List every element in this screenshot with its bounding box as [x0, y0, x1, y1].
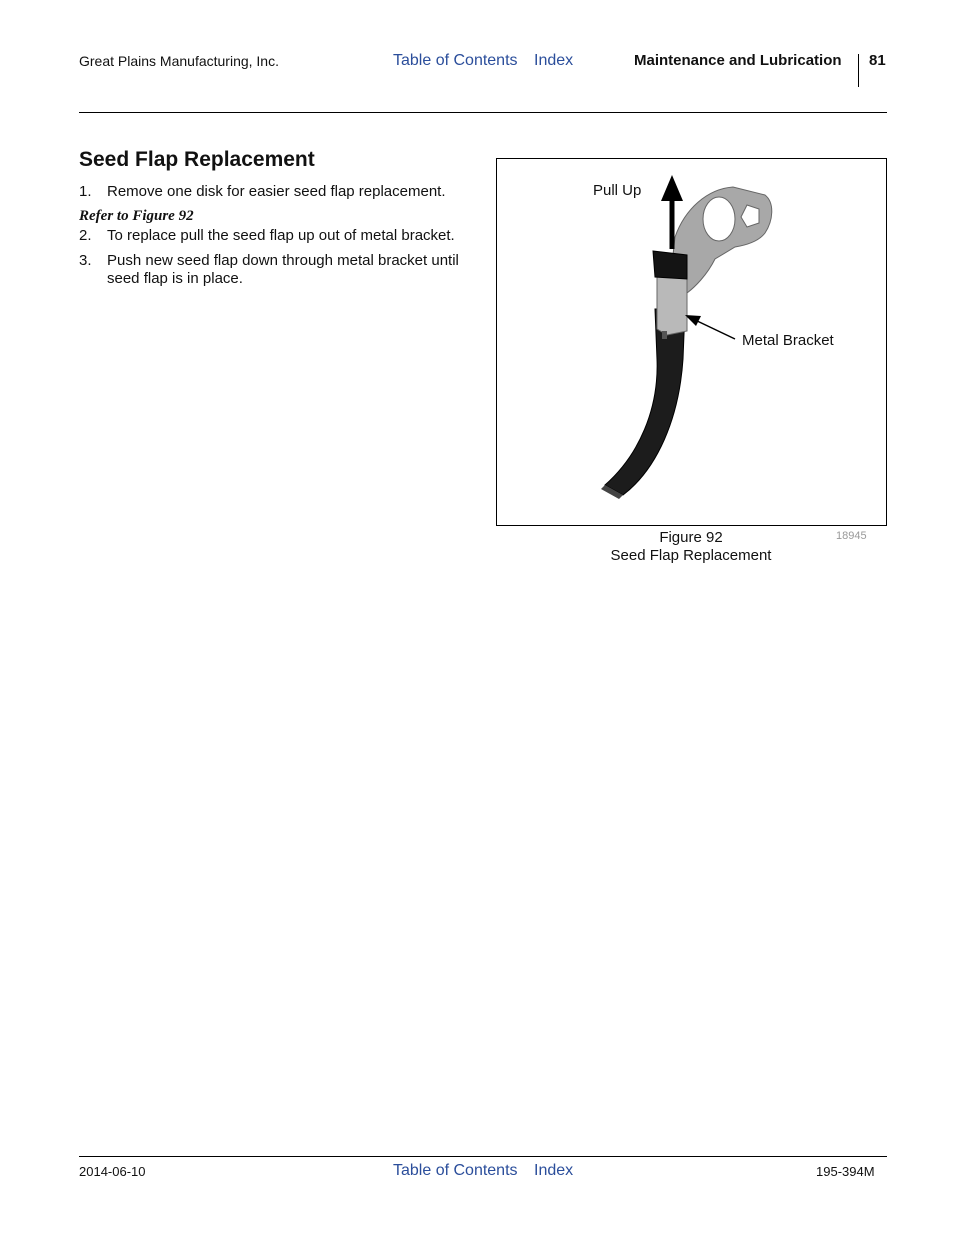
document-number: 195-394M [816, 1164, 875, 1179]
company-name: Great Plains Manufacturing, Inc. [79, 53, 279, 69]
bracket-slot [662, 331, 667, 339]
callout-metal-bracket: Metal Bracket [742, 332, 834, 349]
section-title: Maintenance and Lubrication [634, 52, 842, 69]
figure-caption-number: Figure 92 [659, 529, 723, 546]
footer-index-link[interactable]: Index [534, 1162, 574, 1179]
callout-pull-up: Pull Up [593, 182, 642, 199]
step-text: Push new seed flap down through metal bracket until seed flap is in place. [107, 252, 459, 287]
step-text: To replace pull the seed flap up out of metal bracket. [107, 227, 455, 244]
footer-toc-link[interactable]: Table of Contents [393, 1162, 518, 1179]
page-title: Seed Flap Replacement [79, 148, 315, 171]
header-separator [858, 54, 859, 87]
figure-reference: Refer to Figure 92 [79, 208, 194, 224]
header-toc-link[interactable]: Table of Contents [393, 52, 518, 69]
footer-date: 2014-06-10 [79, 1164, 146, 1179]
seed-flap [605, 309, 685, 495]
step-text: Remove one disk for easier seed flap replacement. [107, 183, 446, 200]
bracket-hole-left [703, 197, 735, 241]
header-index-link[interactable]: Index [534, 52, 574, 69]
figure-caption-title: Seed Flap Replacement [610, 547, 772, 564]
bracket-leader-line [693, 319, 735, 339]
step-number: 3. [79, 252, 92, 269]
footer-rule [79, 1156, 887, 1157]
page-number: 81 [869, 52, 886, 69]
step-number: 1. [79, 183, 92, 200]
seed-flap-top [653, 251, 687, 279]
header-rule [79, 112, 887, 113]
pull-up-arrow-head [661, 175, 683, 201]
step-number: 2. [79, 227, 92, 244]
bracket-sleeve [657, 277, 687, 335]
figure-image-id: 18945 [836, 530, 867, 542]
